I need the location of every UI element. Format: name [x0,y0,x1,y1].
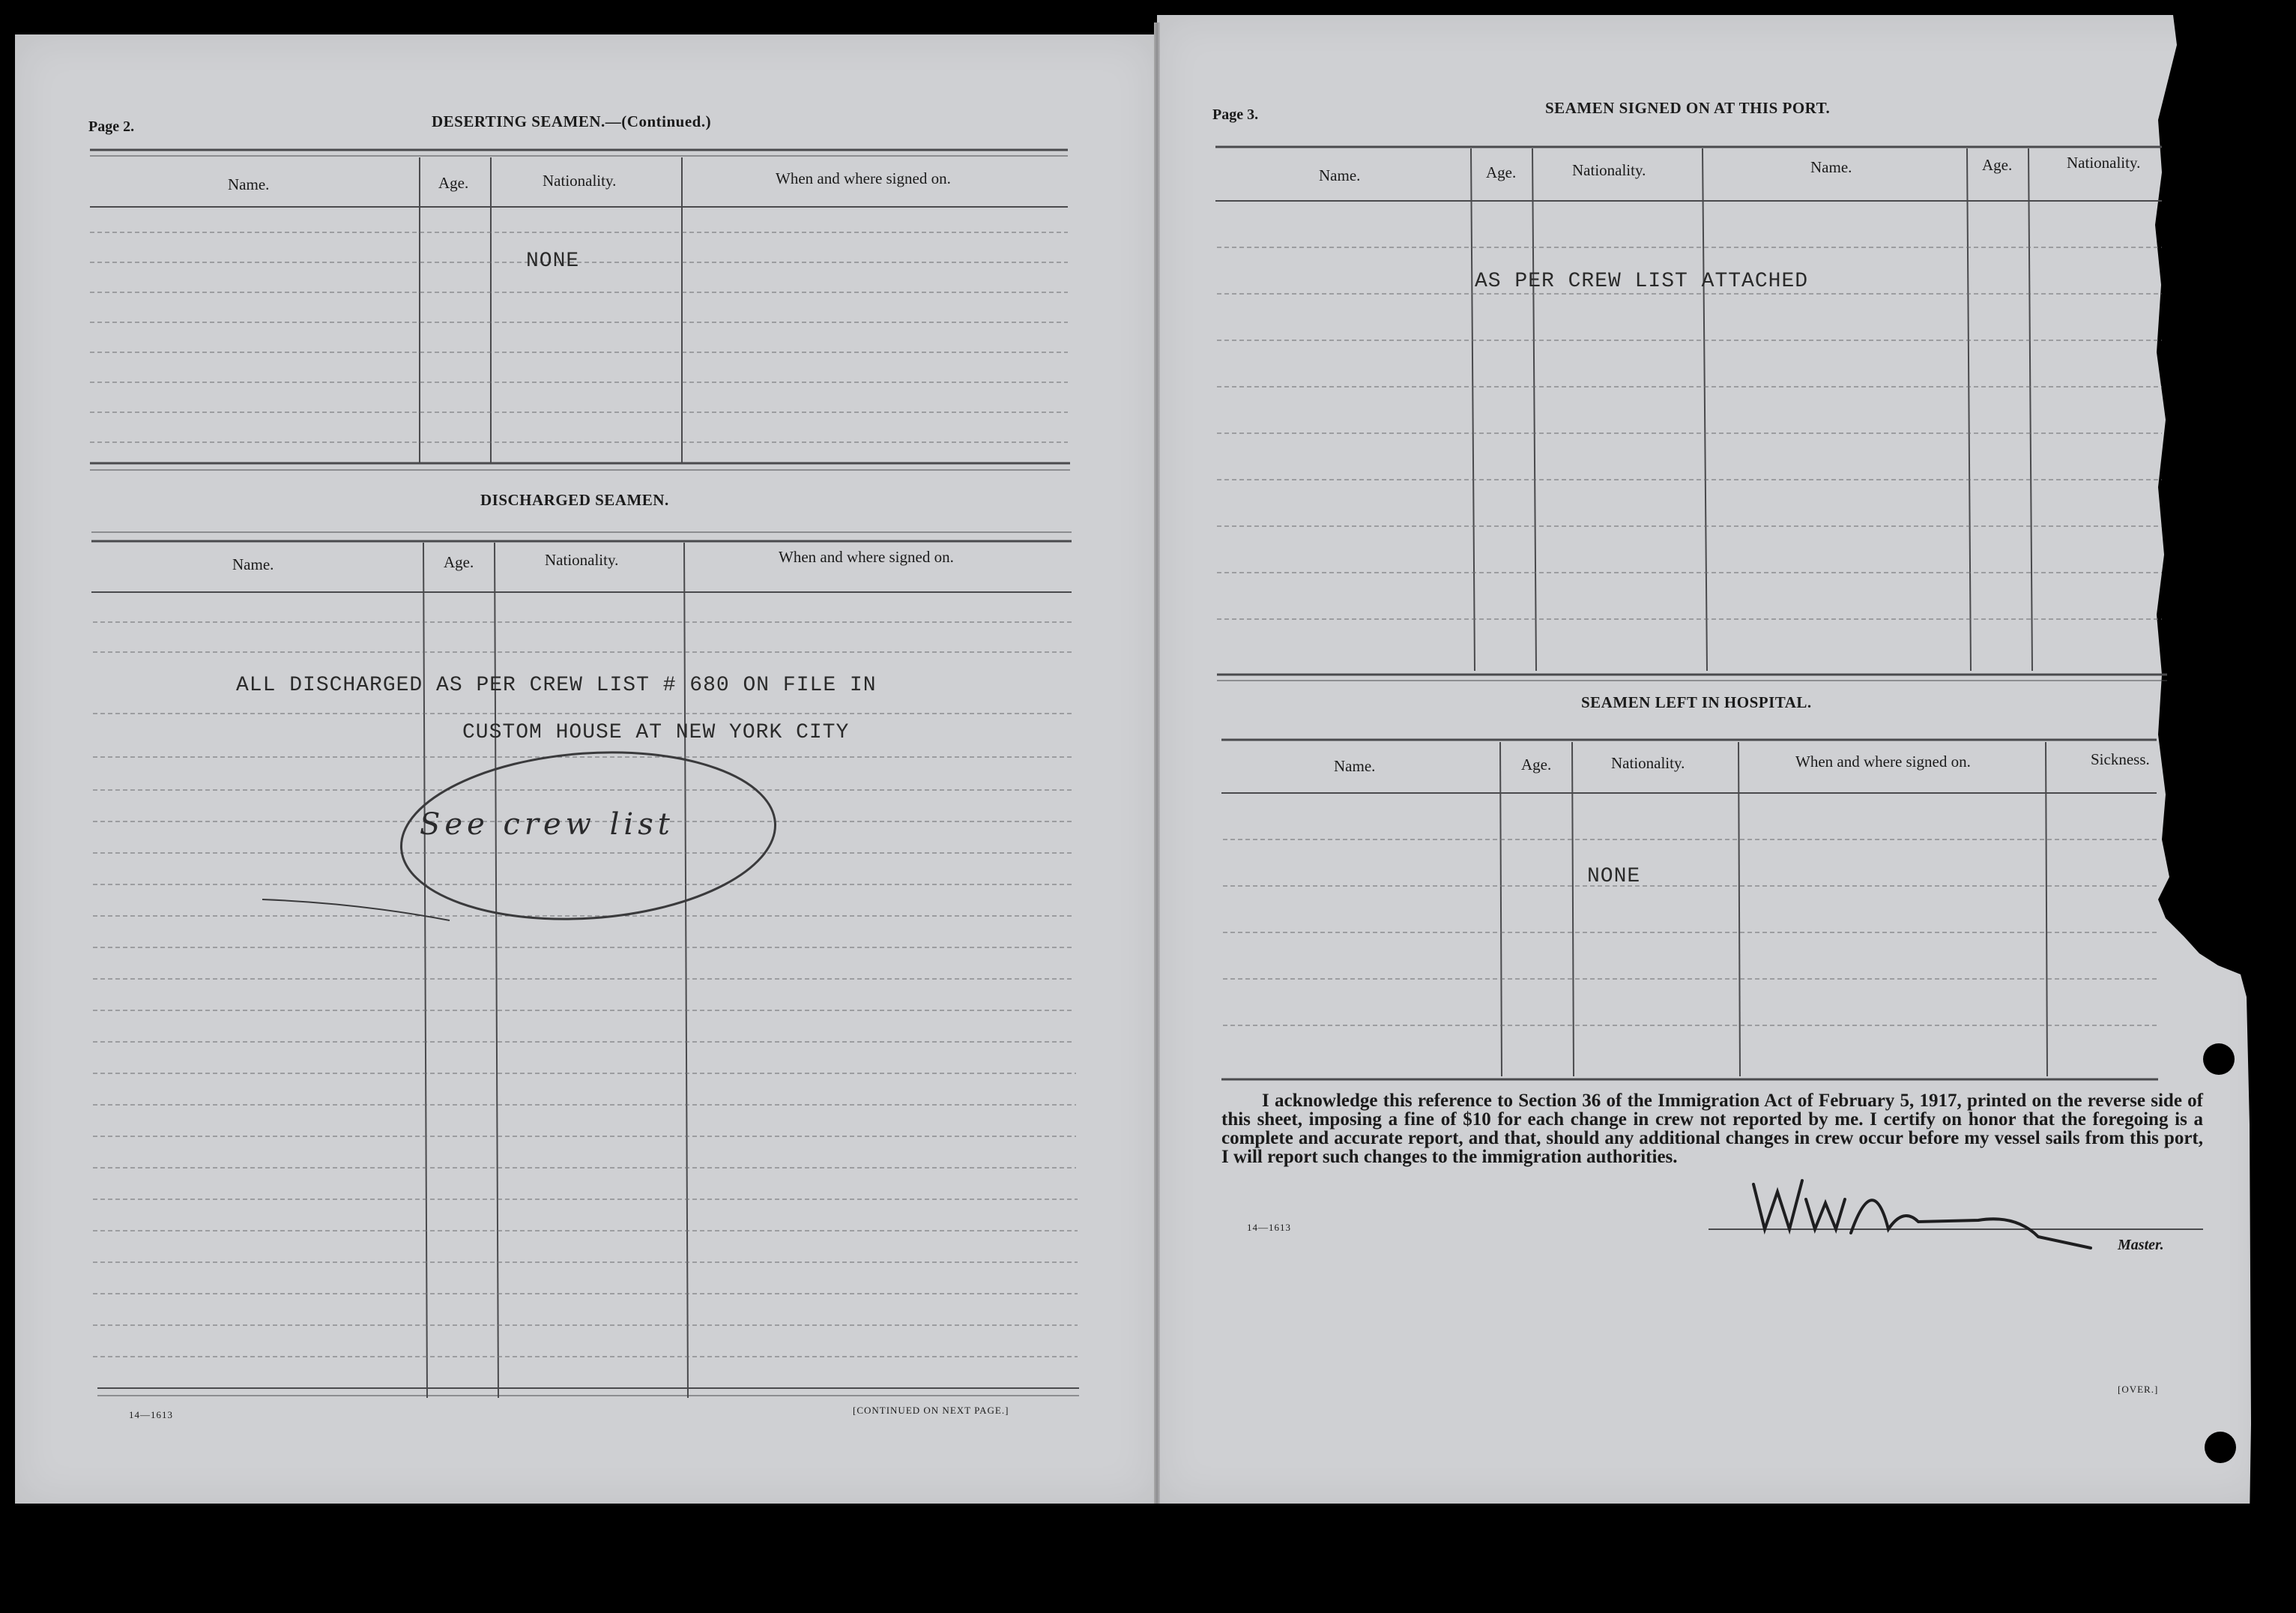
hospital-col-sickness: Sickness. [2091,750,2150,768]
signature-mark [1753,1181,2091,1248]
signed-on-col-age-2: Age. [1982,156,2013,174]
acknowledgement-text: I acknowledge this reference to Section 36 of the Immigration Act of February 5, 1917, printed on the reverse side of this sheet, imposing a fine of $10 for each change in crew not reported by me. I certify on honor that the foregoing is a complete and accurate report, and that, should any additional changes in crew occur before my vessel sails from this port, I will report such changes to the immigration authorities. [1221,1091,2203,1167]
over-note: [OVER.] [2118,1384,2159,1395]
deserting-col-name: Name. [228,175,270,193]
signed-on-col-nationality-2: Nationality. [2067,154,2141,172]
master-label: Master. [2118,1237,2164,1253]
signed-on-col-name-1: Name. [1319,166,1361,184]
continued-note: [CONTINUED ON NEXT PAGE.] [853,1405,1009,1416]
deserting-col-nationality: Nationality. [543,172,617,190]
signed-on-title: SEAMEN SIGNED ON AT THIS PORT. [1545,99,1831,117]
deserting-title: DESERTING SEAMEN.—(Continued.) [432,112,712,130]
hospital-col-nationality: Nationality. [1611,754,1685,772]
signed-on-entry: AS PER CREW LIST ATTACHED [1475,270,1809,293]
hospital-entry: NONE [1587,865,1641,888]
discharged-entry-line-1: ALL DISCHARGED AS PER CREW LIST # 680 ON FILE IN [236,674,877,697]
note-tail [262,899,450,920]
discharged-col-name: Name. [232,555,274,573]
hospital-col-age: Age. [1521,756,1552,774]
discharged-col-nationality: Nationality. [545,551,619,569]
handwritten-note: See crew list [420,807,674,842]
signed-on-col-name-2: Name. [1810,158,1852,176]
right-page-number: Page 3. [1212,106,1259,123]
hospital-col-name: Name. [1334,757,1376,775]
discharged-entry-line-2: CUSTOM HOUSE AT NEW YORK CITY [462,721,850,744]
signed-on-col-nationality-1: Nationality. [1572,161,1646,179]
signed-on-rows [1217,247,2162,619]
binder-hole-lower [2205,1432,2236,1463]
torn-edge [2155,15,2296,1613]
left-form-number: 14—1613 [129,1409,173,1420]
binder-hole-upper [2203,1043,2235,1075]
hospital-col-signed-on: When and where signed on. [1795,753,1971,771]
discharged-col-age: Age. [444,553,474,571]
right-form-number: 14—1613 [1247,1222,1291,1233]
discharged-title: DISCHARGED SEAMEN. [480,491,669,509]
left-page-number: Page 2. [88,118,135,135]
discharged-col-signed-on: When and where signed on. [779,548,954,566]
hospital-title: SEAMEN LEFT IN HOSPITAL. [1581,693,1812,711]
deserting-col-signed-on: When and where signed on. [776,169,951,187]
deserting-col-age: Age. [438,174,469,192]
signed-on-col-age-1: Age. [1486,163,1517,181]
deserting-entry: NONE [526,250,580,273]
hospital-rows [1223,839,2157,1025]
